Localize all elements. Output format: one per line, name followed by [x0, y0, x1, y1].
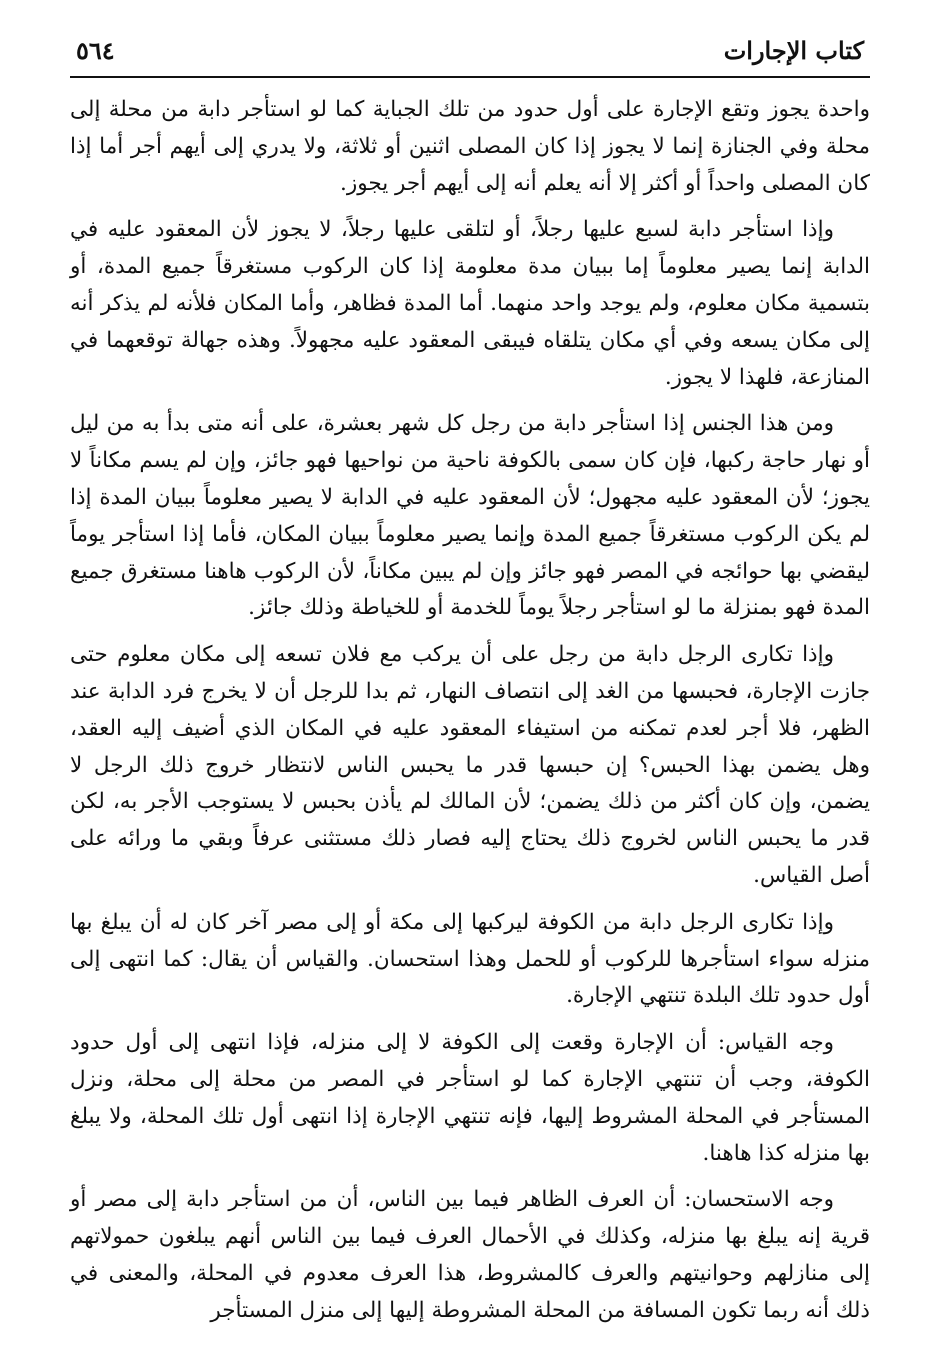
paragraph: ومن هذا الجنس إذا استأجر دابة من رجل كل شهر بعشرة، على أنه متى بدأ به من ليل أو نهار حاجة ركبها، فإن كان سمى بالكوفة ناحية من نواحيها فهو جائز، وإن لم يسم مكاناً لا يجوز؛ لأن المعقود عليه مجهول؛ لأن المعقود عليه في الدابة لا يصير معلوماً ببيان المدة إذا لم يكن الركوب مستغرقاً جميع المدة وإنما يصير معلوماً ببيان المكان، فأما إذا استأجر يوماً ليقضي بها حوائجه في المصر فهو جائز وإن لم يبين مكاناً، لأن الركوب هاهنا مستغرق جميع المدة فهو بمنزلة ما لو استأجر رجلاً يوماً للخدمة أو للخياطة وذلك جائز. [70, 411, 870, 621]
paragraph: وجه القياس: أن الإجارة وقعت إلى الكوفة لا إلى منزله، فإذا انتهى إلى أول حدود الكوفة، وجب أن تنتهي الإجارة كما لو استأجر في المصر من محلة إلى محلة، ونزل المستأجر في المحلة المشروط إليها، فإنه تنتهي الإجارة إذا انتهى أول تلك المحلة، ولا يبلغ بها منزله كذا هاهنا. [70, 1030, 870, 1166]
paragraph: وإذا استأجر دابة لسبع عليها رجلاً، أو لتلقى عليها رجلاً، لا يجوز لأن المعقود عليه في الدابة إنما يصير معلوماً إما ببيان مدة معلومة إذا كان الركوب مستغرقاً جميع المدة، أو بتسمية مكان معلوم، ولم يوجد واحد منهما. أما المدة فظاهر، وأما المكان فلأنه لم يذكر أنه إلى مكان يسعه وفي أي مكان يتلقاه فيبقى المعقود عليه مجهولاً. وهذه جهالة توقعهما في المنازعة، فلهذا لا يجوز. [70, 217, 870, 390]
running-title: كتاب الإجارات [723, 36, 864, 65]
page-number: ٥٦٤ [76, 36, 115, 65]
paragraph: وجه الاستحسان: أن العرف الظاهر فيما بين الناس، أن من استأجر دابة إلى مصر أو قرية إنه يبلغ بها منزله، وكذلك في الأحمال العرف فيما بين الناس أنهم يبلغون حمولاتهم إلى منازلهم وحوانيتهم والعرف كالمشروط، هذا العرف معدوم في المحلة، والمعنى في ذلك أنه ربما تكون المسافة من المحلة المشروطة إليها إلى منزل المستأجر [70, 1187, 870, 1323]
paragraph: واحدة يجوز وتقع الإجارة على أول حدود من تلك الجباية كما لو استأجر دابة من محلة إلى محلة وفي الجنازة إنما لا يجوز إذا كان المصلى اثنين أو ثلاثة، ولا يدري إلى أيهم أجر أما إذا كان المصلى واحداً أو أكثر إلا أنه يعلم أنه إلى أيهم أجر يجوز. [70, 97, 870, 196]
paragraph: وإذا تكارى الرجل دابة من الكوفة ليركبها إلى مكة أو إلى مصر آخر كان له أن يبلغ بها منزله سواء استأجرها للركوب أو للحمل وهذا استحسان. والقياس أن يقال: كما انتهى إلى أول حدود تلك البلدة تنتهي الإجارة. [70, 909, 870, 1009]
document-page [70, 28, 870, 1348]
body-text [70, 92, 870, 1330]
page-header [70, 28, 870, 78]
paragraph: وإذا تكارى الرجل دابة من رجل على أن يركب مع فلان تسعه إلى مكان معلوم حتى جازت الإجارة، فحبسها من الغد إلى انتصاف النهار، ثم بدا للرجل أن لا يخرج فرد الدابة عند الظهر، فلا أجر لعدم تمكنه من استيفاء المعقود عليه في المكان الذي أضيف إليه العقد، وهل يضمن بهذا الحبس؟ إن حبسها قدر ما يحبس الناس لانتظار خروج ذلك الرجل لا يضمن، وإن كان أكثر من ذلك يضمن؛ لأن المالك لم يأذن بحبس لا يستوجب الأجر به، لكن قدر ما يحبس الناس لخروج ذلك يحتاج إليه فصار ذلك مستثنى عرفاً وبقي ما ورائه على أصل القياس. [70, 642, 870, 888]
